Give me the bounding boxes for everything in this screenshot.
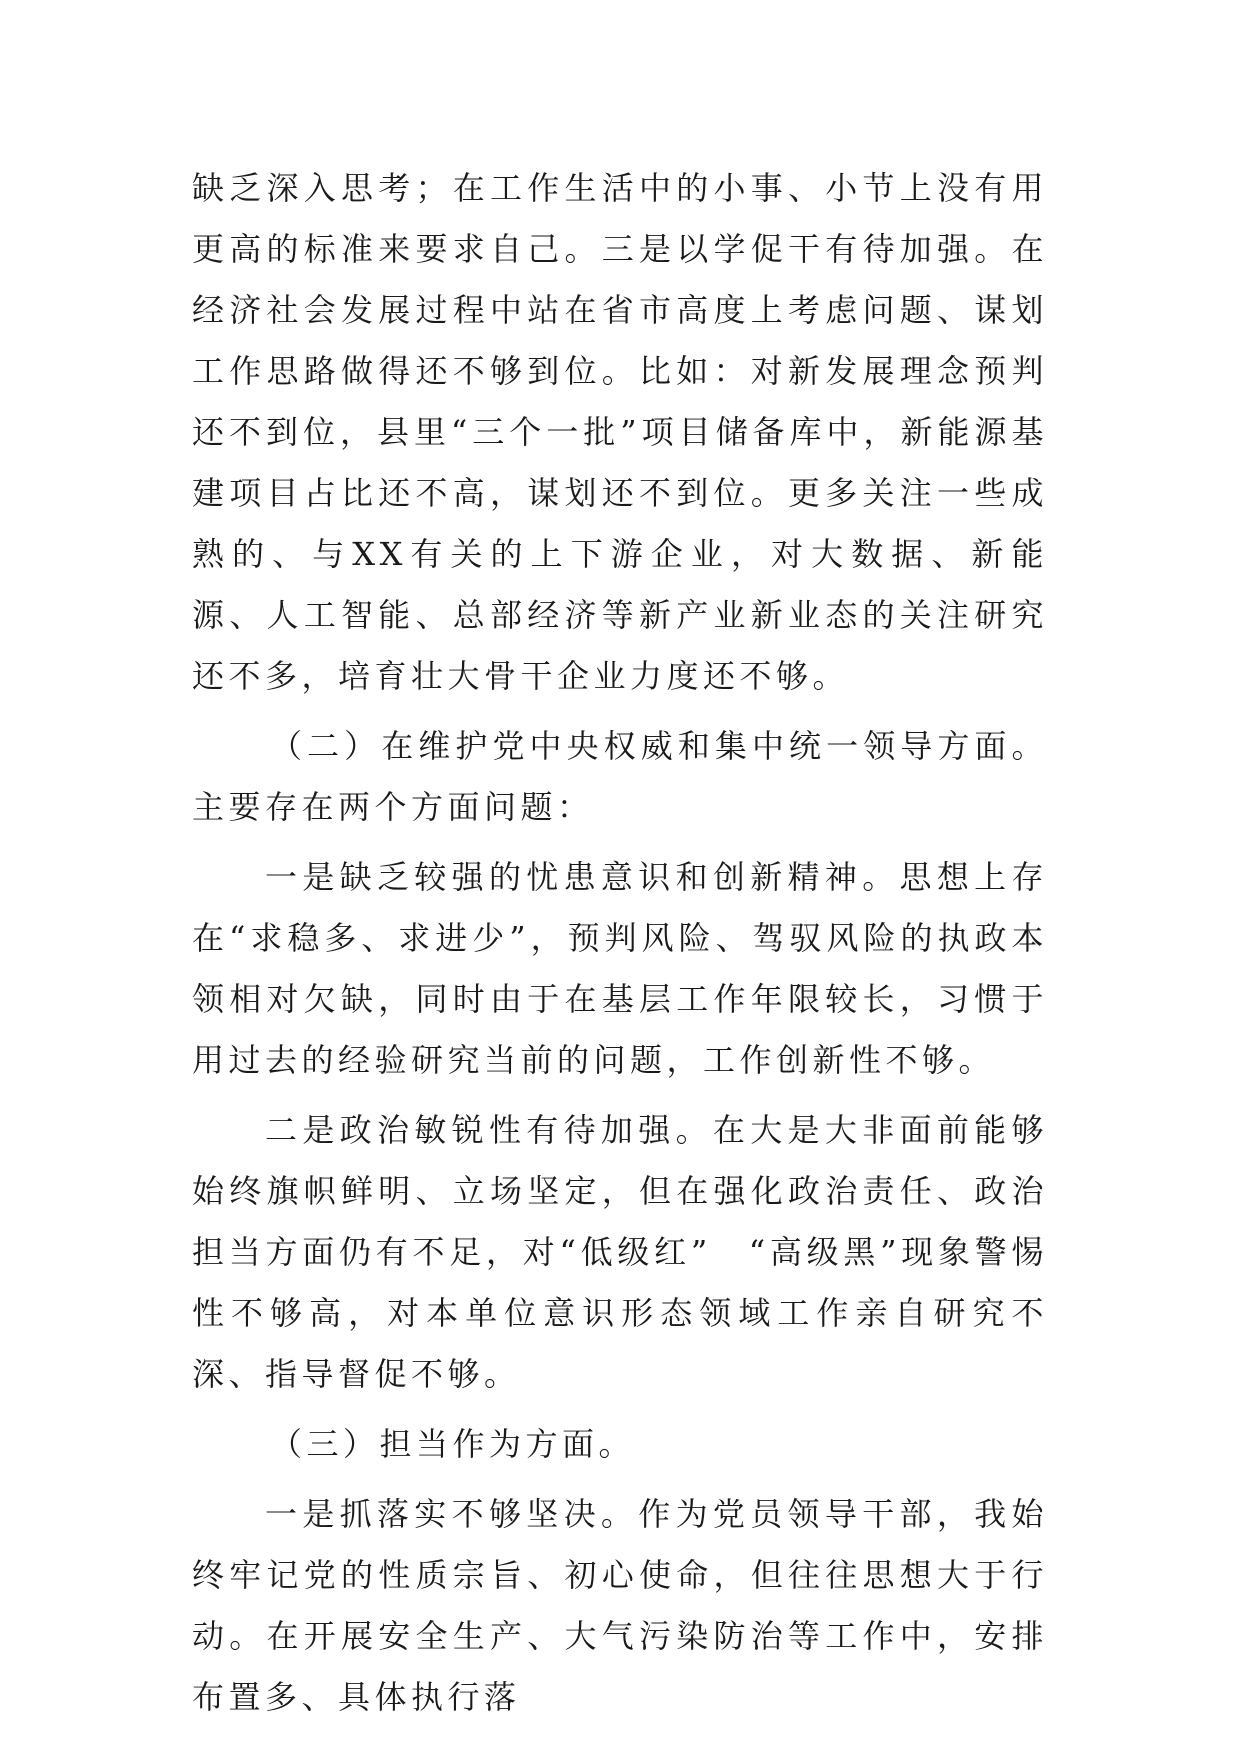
section-heading-three: （三）担当作为方面。 <box>270 1425 636 1463</box>
section-heading-two: （二）在维护党中央权威和集中统一领导方面。主要存在两个方面问题： <box>192 727 1048 826</box>
paragraph-continuation: 缺乏深入思考；在工作生活中的小事、小节上没有用更高的标准来要求自己。三是以学促干有待加强。在经济社会发展过程中站在省市高度上考虑问题、谋划工作思路做得还不够到位。比如：对新发展理念预判还不到位，县里“三个一批”项目储备库中，新能源基建项目占比还不高，谋划还不到位。更多关注一些成熟的、与XX有关的上下游企业，对大数据、新能源、人工智能、总部经济等新产业新业态的关注研究还不多，培育壮大骨干企业力度还不够。 <box>192 169 1048 695</box>
paragraph-point-three: 一是抓落实不够坚决。作为党员领导干部，我始终牢记党的性质宗旨、初心使命，但往往思想大于行动。在开展安全生产、大气污染防治等工作中，安排布置多、具体执行落 <box>192 1495 1048 1716</box>
document-body <box>192 158 1048 1728</box>
paragraph-point-two: 二是政治敏锐性有待加强。在大是大非面前能够始终旗帜鲜明、立场坚定，但在强化政治责任、政治担当方面仍有不足，对“低级红” “高级黑”现象警惕性不够高，对本单位意识形态领域工作亲自研究不深、指导督促不够。 <box>192 1111 1048 1393</box>
paragraph-point-one: 一是缺乏较强的忧患意识和创新精神。思想上存在“求稳多、求进少”，预判风险、驾驭风险的执政本领相对欠缺，同时由于在基层工作年限较长，习惯于用过去的经验研究当前的问题，工作创新性不够。 <box>192 858 1048 1079</box>
